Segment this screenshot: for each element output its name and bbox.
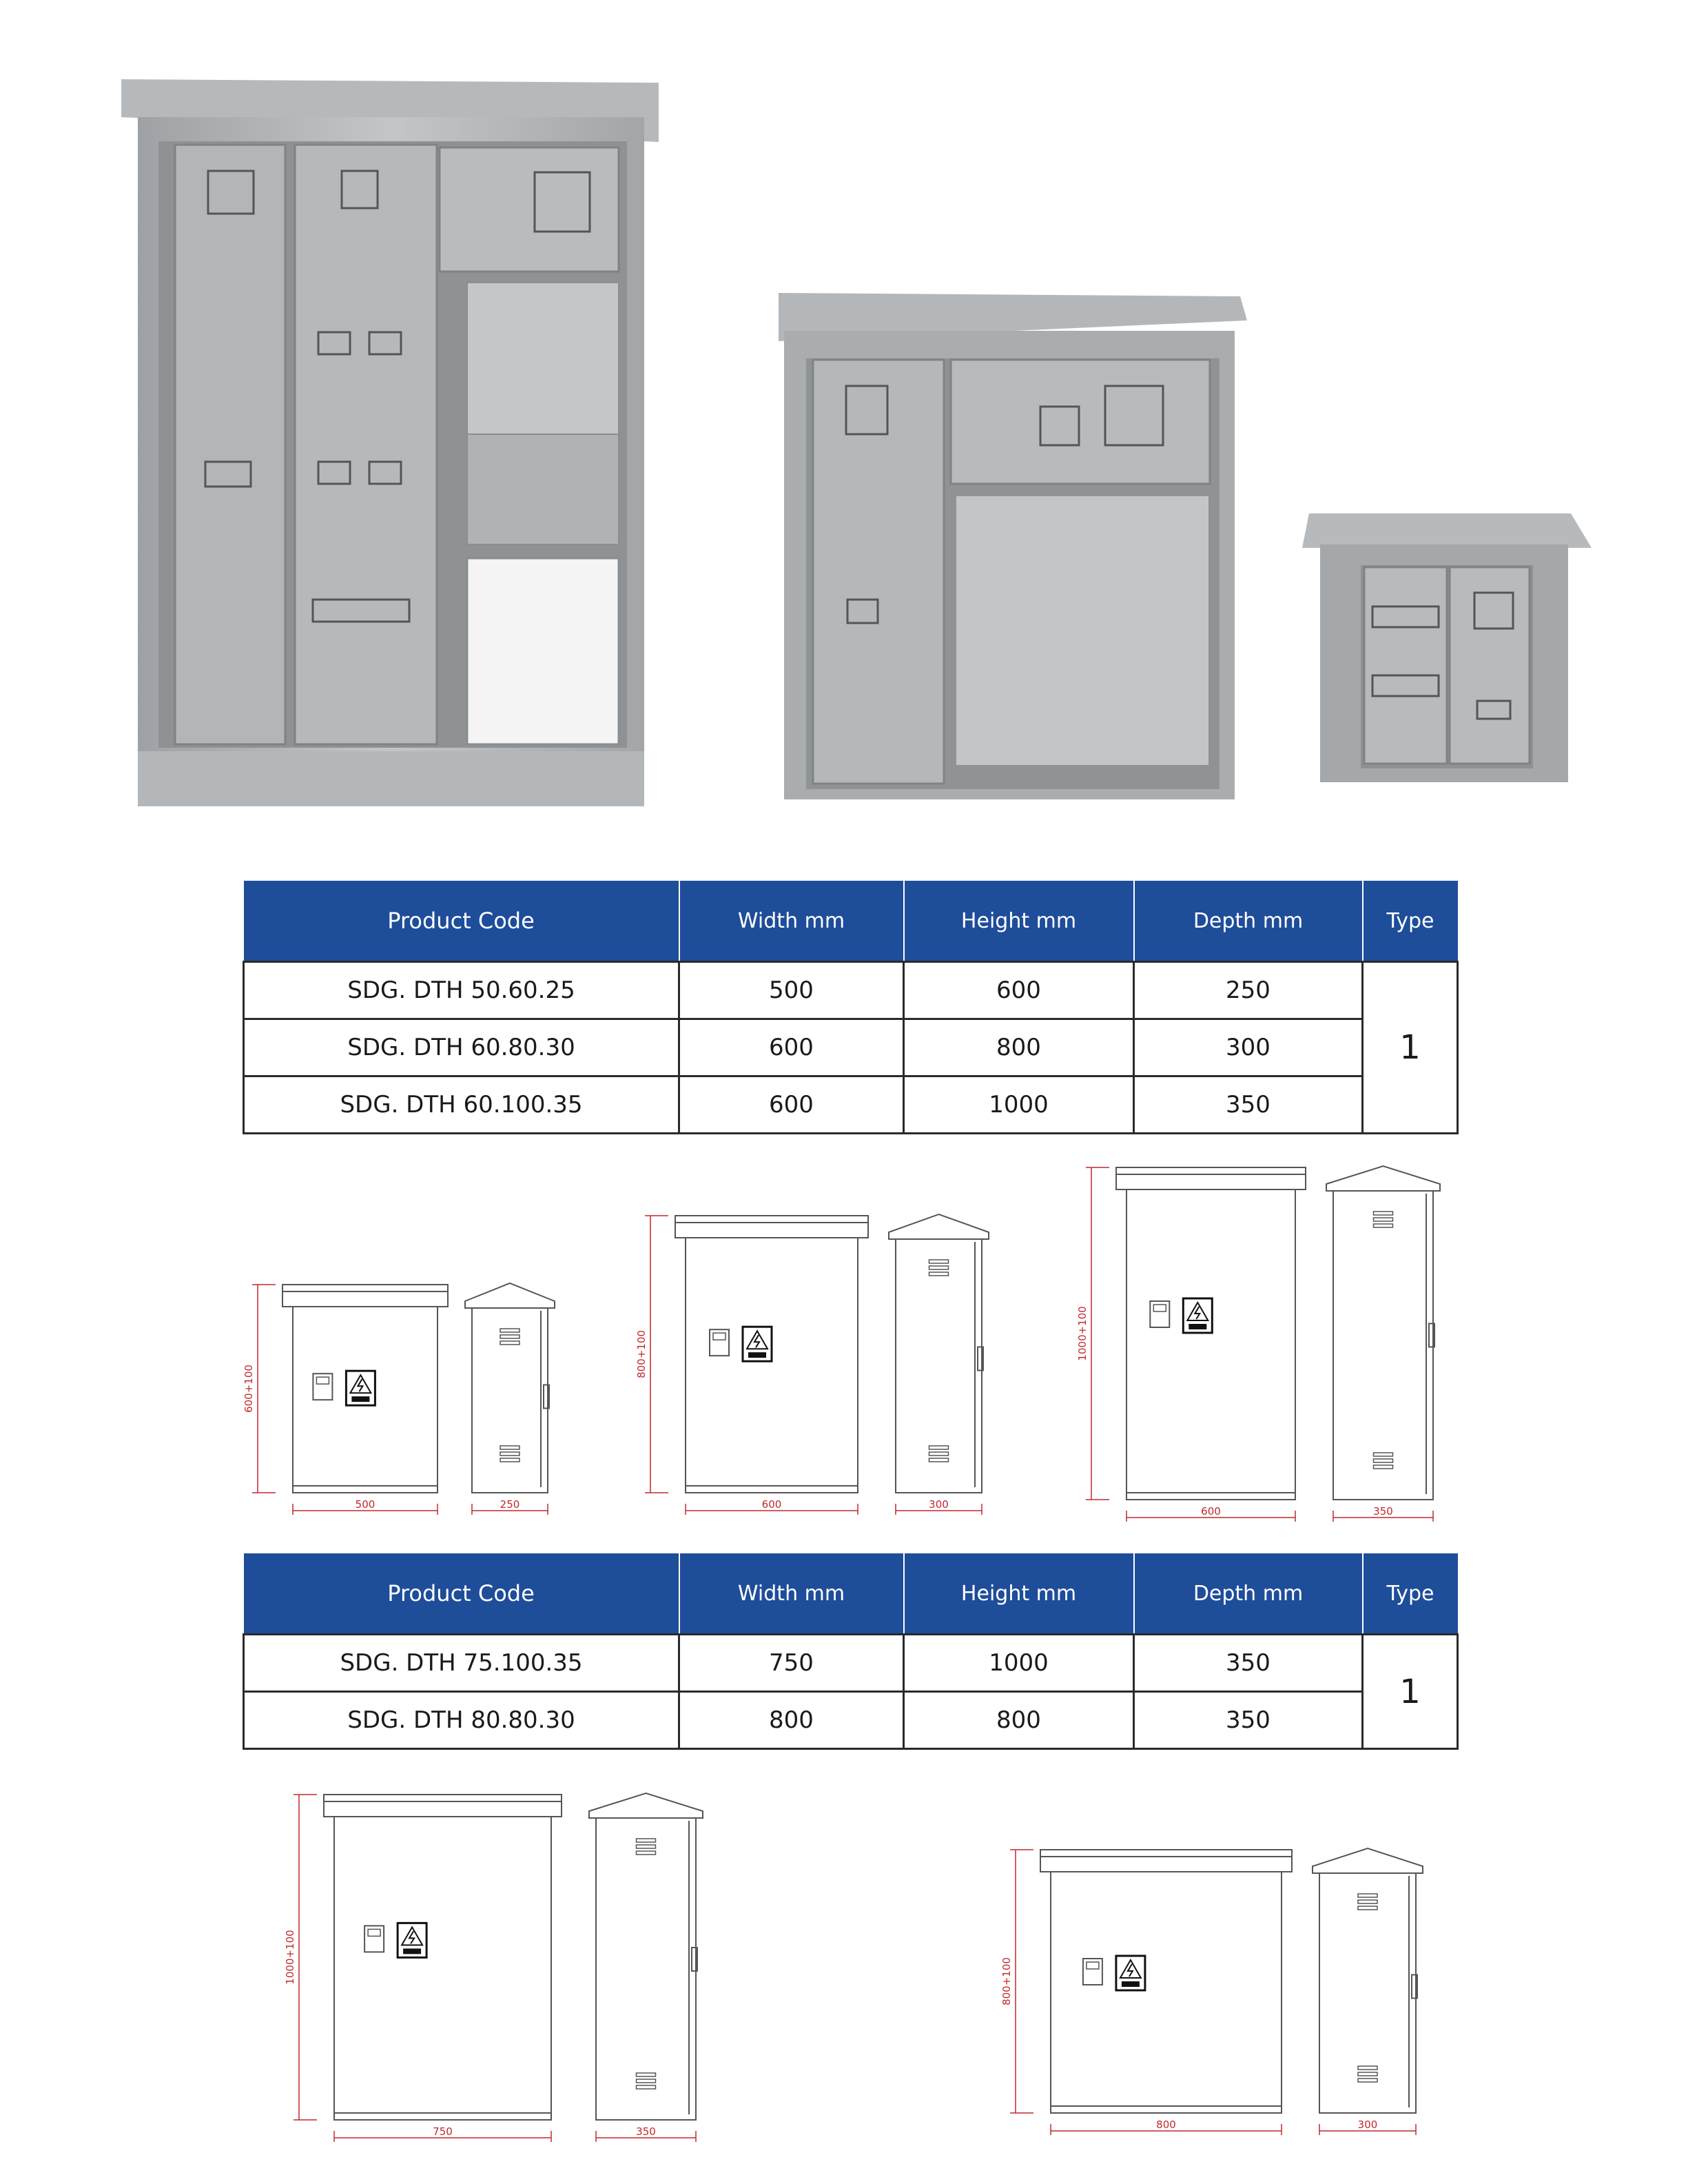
- table-row: [244, 1692, 1458, 1749]
- cell-depth: 250: [1134, 962, 1363, 1019]
- cell-height: 1000: [904, 1076, 1134, 1134]
- cell-code: SDG. DTH 60.100.35: [244, 1076, 679, 1134]
- header-width: Width mm: [679, 881, 904, 962]
- table-row: [244, 1076, 1458, 1134]
- depth-dimension-label: 350: [1373, 1505, 1393, 1518]
- side-body-outline: [472, 1308, 548, 1493]
- cell-depth: 300: [1134, 1019, 1363, 1076]
- header-height: Height mm: [904, 1553, 1134, 1635]
- front-body-outline: [686, 1238, 858, 1493]
- front-roof-outline: [1116, 1167, 1306, 1189]
- header-type: Type: [1363, 881, 1458, 962]
- height-dimension-label: 1000+100: [1076, 1306, 1089, 1361]
- depth-dimension-label: 250: [500, 1498, 520, 1511]
- cell-width: 500: [679, 962, 904, 1019]
- height-dimension-label: 800+100: [1000, 1957, 1013, 2005]
- cell-code: SDG. DTH 80.80.30: [244, 1692, 679, 1749]
- cell-height: 800: [904, 1019, 1134, 1076]
- side-roof-outline: [889, 1214, 989, 1239]
- table-row: [244, 1019, 1458, 1076]
- cell-type: 1: [1363, 1635, 1458, 1749]
- cabinet-drawing: [634, 1213, 999, 1548]
- header-product-code: Product Code: [244, 881, 679, 962]
- cell-width: 600: [679, 1076, 904, 1134]
- width-dimension-label: 750: [433, 2125, 453, 2138]
- header-depth: Depth mm: [1134, 881, 1363, 962]
- cell-code: SDG. DTH 50.60.25: [244, 962, 679, 1019]
- cell-depth: 350: [1134, 1635, 1363, 1692]
- height-dimension-label: 1000+100: [284, 1930, 296, 1985]
- side-roof-outline: [465, 1283, 555, 1308]
- width-dimension-label: 500: [355, 1498, 375, 1511]
- header-width: Width mm: [679, 1553, 904, 1635]
- side-body-outline: [896, 1239, 982, 1493]
- side-body-outline: [596, 1818, 696, 2120]
- cell-type: 1: [1363, 962, 1458, 1134]
- cell-code: SDG. DTH 75.100.35: [244, 1635, 679, 1692]
- front-roof-outline: [675, 1216, 868, 1238]
- cabinet-drawing: [999, 1847, 1433, 2168]
- cabinet-photo-small: [1295, 507, 1598, 796]
- cell-code: SDG. DTH 60.80.30: [244, 1019, 679, 1076]
- cell-width: 600: [679, 1019, 904, 1076]
- front-roof-outline: [282, 1285, 448, 1307]
- cell-height: 1000: [904, 1635, 1134, 1692]
- side-roof-outline: [1326, 1166, 1440, 1191]
- side-body-outline: [1319, 1873, 1416, 2113]
- front-body-outline: [334, 1817, 551, 2120]
- cabinet-drawing: [282, 1792, 713, 2175]
- table-header-row: [244, 881, 1458, 962]
- cabinet-photo-medium: [772, 289, 1254, 813]
- width-dimension-label: 800: [1156, 2118, 1176, 2131]
- width-dimension-label: 600: [1201, 1505, 1221, 1518]
- height-dimension-label: 600+100: [243, 1365, 255, 1413]
- front-body-outline: [1051, 1872, 1282, 2113]
- cell-height: 600: [904, 962, 1134, 1019]
- cell-height: 800: [904, 1692, 1134, 1749]
- cell-width: 800: [679, 1692, 904, 1749]
- table-row: [244, 1635, 1458, 1692]
- table-header-row: [244, 1553, 1458, 1635]
- depth-dimension-label: 300: [1357, 2118, 1378, 2131]
- table-row: [244, 962, 1458, 1019]
- depth-dimension-label: 300: [929, 1498, 949, 1511]
- depth-dimension-label: 350: [636, 2125, 656, 2138]
- spec-table-2: [243, 1553, 1459, 1750]
- spec-table-1: [243, 881, 1459, 1134]
- front-body-outline: [1126, 1189, 1295, 1500]
- header-height: Height mm: [904, 881, 1134, 962]
- header-type: Type: [1363, 1553, 1458, 1635]
- cabinet-drawing: [1075, 1165, 1450, 1555]
- cell-depth: 350: [1134, 1692, 1363, 1749]
- cabinet-drawing: [241, 1282, 565, 1548]
- side-body-outline: [1333, 1191, 1433, 1500]
- front-roof-outline: [1040, 1850, 1292, 1872]
- cell-width: 750: [679, 1635, 904, 1692]
- side-roof-outline: [589, 1793, 703, 1818]
- header-product-code: Product Code: [244, 1553, 679, 1635]
- cell-depth: 350: [1134, 1076, 1363, 1134]
- width-dimension-label: 600: [761, 1498, 782, 1511]
- cabinet-photo-large: [117, 76, 668, 827]
- height-dimension-label: 800+100: [635, 1330, 648, 1378]
- side-roof-outline: [1313, 1848, 1423, 1873]
- header-depth: Depth mm: [1134, 1553, 1363, 1635]
- front-roof-outline: [324, 1795, 562, 1817]
